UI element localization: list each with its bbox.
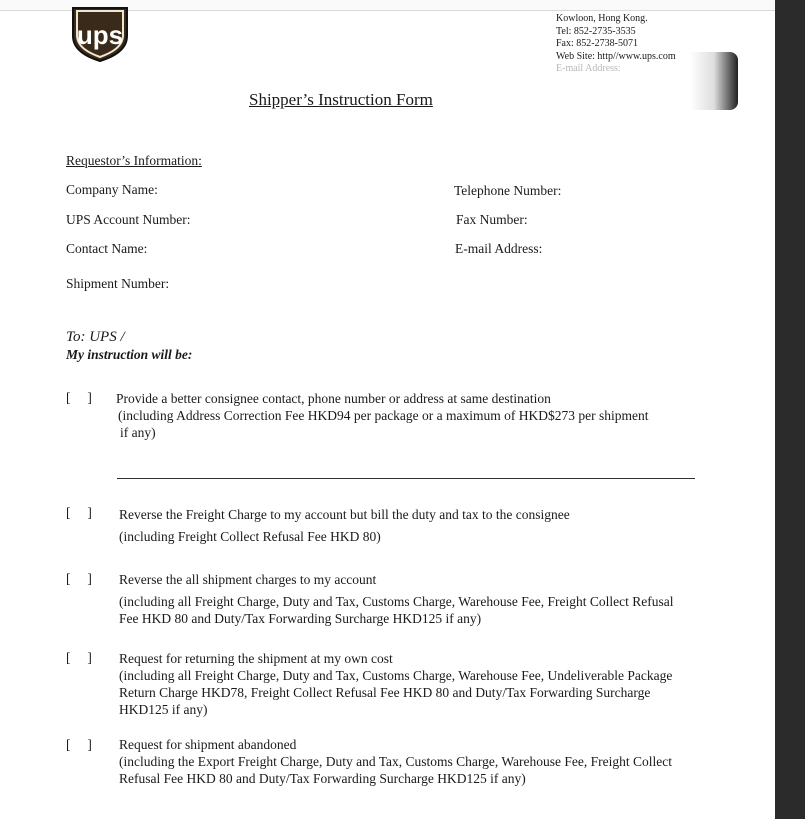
fax-label: Fax Number:	[456, 212, 528, 227]
option-main: Provide a better consignee contact, phone number or address at same destination	[116, 391, 551, 406]
option-detail: if any)	[120, 425, 156, 440]
option-detail: (including the Export Freight Charge, Duty and Tax, Customs Charge, Warehouse Fee, Freight Collect	[119, 754, 673, 769]
option-main: Reverse the all shipment charges to my account	[119, 572, 377, 587]
option-checkbox[interactable]: [ ]	[66, 505, 92, 520]
option-detail: Fee HKD 80 and Duty/Tax Forwarding Surcharge HKD125 if any)	[119, 611, 482, 626]
option-checkbox[interactable]: [ ]	[66, 390, 92, 405]
ups-logo	[69, 6, 131, 62]
instruction-heading: My instruction will be:	[66, 347, 193, 362]
option-item	[116, 390, 649, 441]
option-detail: (including all Freight Charge, Duty and Tax, Customs Charge, Warehouse Fee, Freight Collect Refusal	[119, 594, 674, 609]
option-main: Reverse the Freight Charge to my account but bill the duty and tax to the consignee	[119, 507, 570, 522]
email-label: E-mail Address:	[455, 241, 543, 256]
option-main: Request for returning the shipment at my own cost	[119, 651, 393, 666]
to-line: To: UPS /	[66, 329, 125, 345]
option-detail: Refusal Fee HKD 80 and Duty/Tax Forwarding Surcharge HKD125 if any)	[119, 771, 526, 786]
account-number-label: UPS Account Number:	[66, 212, 191, 227]
page-fold-shadow	[690, 52, 738, 110]
option-item	[119, 504, 570, 548]
option-detail: (including Freight Collect Refusal Fee HKD 80)	[119, 529, 381, 544]
shipment-number-label: Shipment Number:	[66, 276, 170, 291]
logo-text: ups	[76, 20, 124, 50]
address-line: Fax: 852-2738-5071	[556, 38, 638, 49]
contact-name-label: Contact Name:	[66, 241, 148, 256]
option-checkbox[interactable]: [ ]	[66, 650, 92, 665]
option-item	[119, 571, 674, 627]
option-detail: HKD125 if any)	[119, 702, 208, 717]
option-checkbox[interactable]: [ ]	[66, 737, 92, 752]
company-address	[556, 13, 676, 76]
address-email: E-mail Address:	[556, 63, 621, 74]
option-main: Request for shipment abandoned	[119, 737, 297, 752]
option-checkbox[interactable]: [ ]	[66, 571, 92, 586]
address-line: Web Site: http//www.ups.com	[556, 50, 676, 62]
form-title: Shipper’s Instruction Form	[249, 90, 433, 109]
answer-line[interactable]	[117, 478, 695, 479]
address-line: Kowloon, Hong Kong.	[556, 13, 648, 24]
option-detail: (including all Freight Charge, Duty and Tax, Customs Charge, Warehouse Fee, Undeliverable Package	[119, 668, 673, 683]
option-item	[119, 736, 672, 787]
option-item	[119, 650, 672, 718]
company-name-label: Company Name:	[66, 182, 158, 197]
telephone-label: Telephone Number:	[454, 183, 562, 198]
requestor-heading: Requestor’s Information:	[66, 153, 202, 168]
address-line: Tel: 852-2735-3535	[556, 25, 636, 37]
option-detail: (including Address Correction Fee HKD94 per package or a maximum of HKD$273 per shipment	[118, 408, 649, 423]
option-detail: Return Charge HKD78, Freight Collect Refusal Fee HKD 80 and Duty/Tax Forwarding Surcharge	[119, 685, 651, 700]
viewer-scrollbar[interactable]	[775, 0, 805, 819]
